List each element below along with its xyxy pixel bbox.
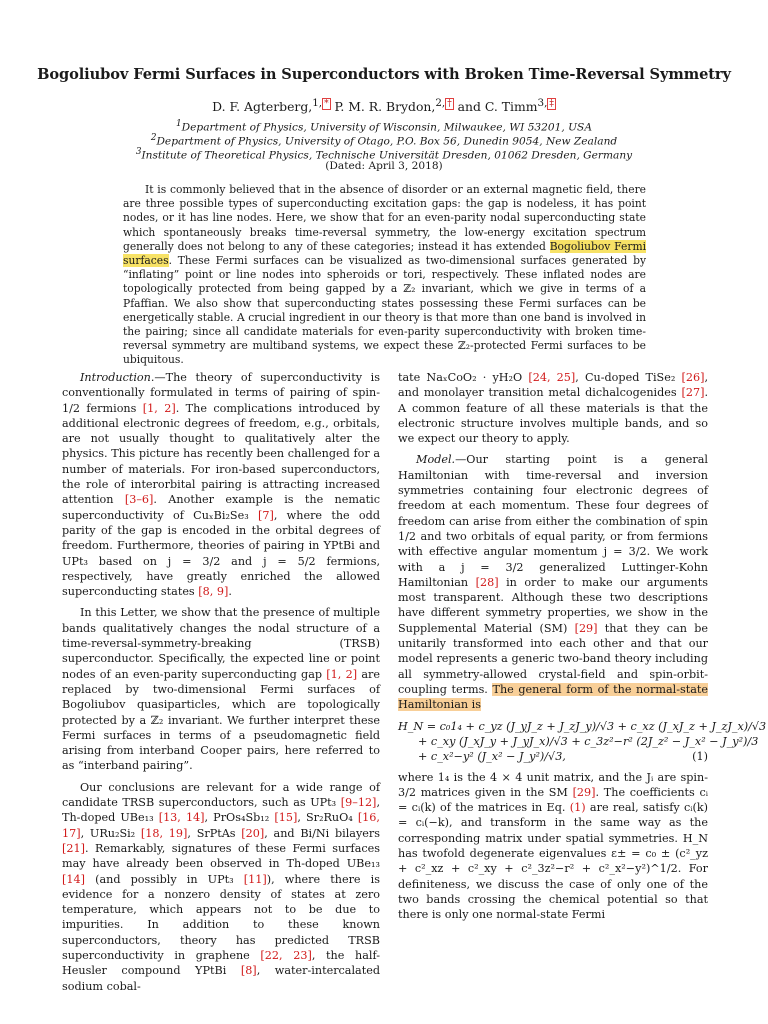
citation-link[interactable]: [22, 23] [260,948,312,962]
author-3-affil: 3, [537,97,548,109]
citation-link[interactable]: [8, 9] [198,585,229,599]
citation-link[interactable]: [20] [241,826,265,840]
citation-link[interactable]: [14] [62,872,85,886]
citation-link[interactable]: [1, 2] [142,401,176,415]
citation-link[interactable]: [15] [274,811,298,825]
citation-link[interactable]: [28] [475,575,499,589]
paragraph-candidates: Our conclusions are relevant for a wide range of candidate TRSB superconductors, such as UPt₃ [9–12], Th-doped UBe₁₃ [13, 14], PrOs₄Sb₁₂ [15], Sr₂RuO₄ [16, 17], URu₂Si₂ [18, 19], SrPtAs [20], and Bi/Ni bilayers [21]. Remarkably, signatures of these Fermi surfaces may have already been observed in Th-doped UBe₁₃ [14] (and possibly in UPt₃ [11]), where there is evidence for a nonzero density of states at zero temperature, which appears not to be due to impurities. In addition to these known superconductors, theory has predicted TRSB superconductivity in graphene [22, 23], the half-Heusler compound YPtBi [8], water-intercalated sodium cobal- [62,780,381,993]
author-1: D. F. Agterberg, [212,99,313,115]
citation-link[interactable]: [29] [572,785,596,799]
paragraph-introduction: Introduction.—The theory of superconductivity is conventionally formulated in terms of pairing of spin-1/2 fermions [1, 2]. The complications introduced by additional electronic degrees of freedom, e.g., orbitals, are not usually thought to qualitatively alter the physics. This picture has recently been challenged for a number of materials. For iron-based superconductors, the role of interorbital pairing is attracting increased attention [3–6]. Another example is the nematic superconductivity of CuₓBi₂Se₃ [7], where the odd parity of the gap is encoded in the orbital degrees of freedom. Furthermore, theories of pairing in YPtBi and UPt₃ based on j = 3/2 and j = 5/2 fermions, respectively, have greatly enriched the allowed superconducting states [8, 9]. [62,371,380,599]
citation-link[interactable]: [29] [574,621,598,635]
equation-line-2-text: + c_xy (J_xJ_y + J_yJ_x)/√3 + c_3z²−r² (2J_z² − J_x² − J_y²)/3 [418,734,759,748]
citation-link[interactable]: [13, 14] [158,811,205,825]
affiliation-3-number: 3 [135,147,142,157]
citation-link[interactable]: [16, 17] [62,811,380,840]
author-3-footnote-link[interactable]: ‡ [549,99,554,109]
abstract [123,183,646,368]
paragraph-model: Model.—Our starting point is a general Hamiltonian with time-reversal and inversion symmetries containing four electronic degrees of freedom at each momentum. These four degrees of freedom can arise from either the combination of spin 1/2 and two orbitals of equal parity, or from fermions with effective angular momentum j = 3/2. We work with a j = 3/2 generalized Luttinger-Kohn Hamiltonian [28] in order to make our arguments most transparent. Although these two descriptions have different symmetry properties, we show in the Supplemental Material (SM) [29] that they can be unitarily transformed into each other and that our model represents a generic two-band theory including all symmetry-allowed crystal-field and spin-orbit-coupling terms. The general form of the normal-state Hamiltonian is [398,453,708,712]
citation-link[interactable]: [9–12] [340,796,377,810]
author-1-affil: 1, [312,97,323,109]
author-2-footnote-link[interactable]: † [447,99,452,109]
equation-line-1-text: H_N = c₀1₄ + c_yz (J_yJ_z + J_zJ_y)/√3 + c_xz (J_xJ_z + J_zJ_x)/√3 [398,719,767,733]
citation-link[interactable]: [1, 2] [326,667,358,681]
citation-link[interactable]: [18, 19] [140,826,188,840]
citation-link[interactable]: [26] [681,371,705,384]
citation-link[interactable]: [7] [257,508,274,522]
equation-number: (1) [692,749,708,763]
affiliation-1 [0,119,768,134]
abstract-highlight: Bogoliubov Fermi surfaces [123,239,646,268]
equation-line-3 [398,749,708,764]
paragraph-eigenvalues: where 1₄ is the 4 × 4 unit matrix, and the Jᵢ are spin-3/2 matrices given in the SM [29]. The coefficients cᵢ = cᵢ(k) of the matrices in Eq. (1) are real, satisfy cᵢ(k) = cᵢ(−k), and transform in the same way as the corresponding matrix under spatial symmetries. H_N has twofold degenerate eigenvalues ε± = c₀ ± (c²_yz + c²_xz + c²_xy + c²_3z²−r² + c²_x²−y²)^1/2. For definiteness, we discuss the case of only one of the two bands crossing the chemical potential so that there is only one normal-state Fermi [398,770,709,922]
affiliation-1-number: 1 [176,119,182,129]
section-lead-introduction: Introduction. [80,371,155,384]
left-column [62,370,380,1000]
paragraph-letter: In this Letter, we show that the presence of multiple bands qualitatively changes the nodal structure of a time-reversal-symmetry-breaking (TRSB) superconductor. Specifically, the expected line or point nodes of an even-parity superconducting gap [1, 2] are replaced by two-dimensional Fermi surfaces of Bogoliubov quasiparticles, which are topologically protected by a ℤ₂ invariant. We further interpret these Fermi surfaces in terms of a pseudomagnetic field arising from interband Cooper pairs, here referred to as “interband pairing”. [62,606,380,773]
abstract-text-1: It is commonly believed that in the absence of disorder or an external magnetic field, there are three possible types of superconducting excitation gaps: the gap is nodeless, it has point nodes, or it has line nodes. Here, we show that for an even-parity nodal superconducting state which spontaneously breaks time-reversal symmetry, the low-energy excitation spectrum generally does not belong to any of these categories; instead it has extended [123,183,646,253]
citation-link[interactable]: [24, 25] [528,371,576,384]
abstract-text-2: . These Fermi surfaces can be visualized as two-dimensional surfaces generated by “inflating” point or line nodes into spheroids or tori, respectively. These inflated nodes are topologically protected from being gapped by a ℤ₂ invariant, which we give in terms of a Pfaffian. We also show that superconducting states possessing these Fermi surfaces can be energetically stable. A crucial ingredient in our theory is that more than one band is involved in the pairing; since all candidate materials for even-parity superconductivity with broken time-reversal symmetry are multiband systems, we expect these ℤ₂-protected Fermi surfaces to be ubiquitous. [123,254,646,367]
equation-1 [398,719,767,764]
author-2-affil: 2, [435,97,446,109]
citation-link[interactable]: [8] [240,964,257,978]
affiliation-3-text: Institute of Theoretical Physics, Technische Universität Dresden, 01062 Dresden, Germany [141,149,633,162]
equation-line-2 [398,734,759,749]
affiliation-2-number: 2 [150,133,157,143]
paper-title: Bogoliubov Fermi Surfaces in Superconductors with Broken Time-Reversal Symmetry [37,66,731,83]
affiliation-1-text: Department of Physics, University of Wisconsin, Milwaukee, WI 53201, USA [181,121,592,134]
author-list [0,97,768,114]
citation-link[interactable]: [11] [243,872,267,886]
equation-line-1 [398,719,767,734]
paragraph-continued: tate NaₓCoO₂ · yH₂O [24, 25], Cu-doped TiSe₂ [26], and monolayer transition metal dichalcogenides [27]. A common feature of all these materials is that the electronic structure involves multiple bands, and so we expect our theory to apply. [398,371,709,446]
citation-link[interactable]: [21] [62,841,85,855]
author-2: P. M. R. Brydon, [334,99,436,115]
citation-link[interactable]: [27] [681,386,705,400]
highlighted-sentence: The general form of the normal-state Hamiltonian is [398,682,708,712]
author-1-footnote-link[interactable]: * [324,99,329,109]
section-lead-model: Model. [416,453,456,467]
affiliation-2-text: Department of Physics, University of Otago, P.O. Box 56, Dunedin 9054, New Zealand [156,135,618,148]
affiliation-2 [0,133,768,148]
equation-reference-link[interactable]: (1) [569,801,586,815]
citation-link[interactable]: [3–6] [124,493,154,507]
equation-line-3-text: + c_x²−y² (J_x² − J_y²)/√3, [418,749,566,763]
right-column [398,370,767,929]
date-line: (Dated: April 3, 2018) [325,160,443,172]
author-3: and C. Timm [457,99,538,115]
